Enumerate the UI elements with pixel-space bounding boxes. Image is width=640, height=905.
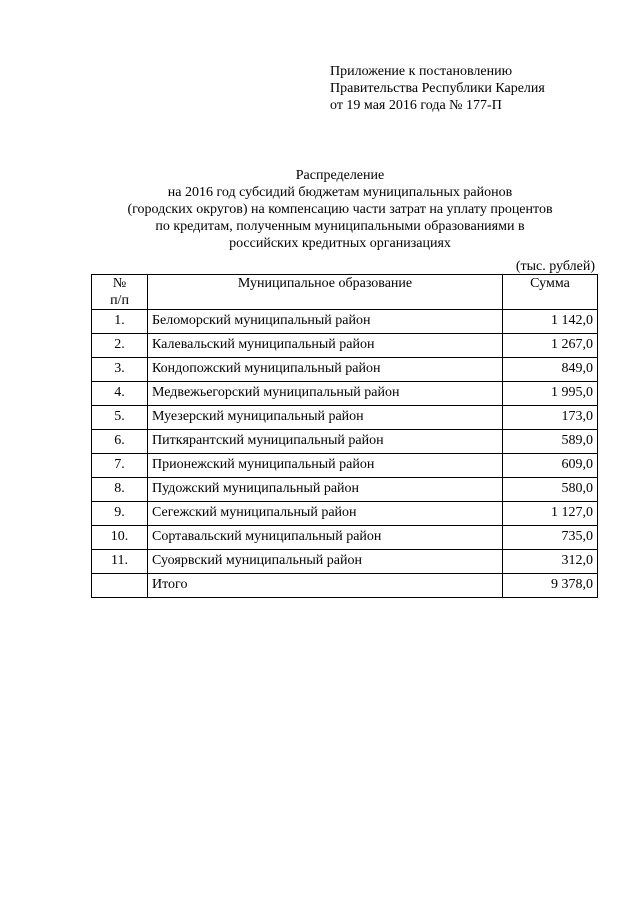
header-number (92, 275, 148, 310)
table-row (92, 382, 598, 406)
row-number: 1. (92, 310, 148, 334)
row-number: 8. (92, 478, 148, 502)
table-header-row (92, 275, 598, 310)
title-line-4: по кредитам, полученным муниципальными образованиями в (155, 219, 525, 234)
appendix-line-3: от 19 мая 2016 года № 177-П (330, 98, 502, 113)
row-municipality: Сортавальский муниципальный район (148, 526, 503, 550)
title-line-2: на 2016 год субсидий бюджетам муниципальных районов (167, 185, 513, 200)
row-municipality: Муезерский муниципальный район (148, 406, 503, 430)
units-label: (тыс. рублей) (515, 259, 595, 274)
document-title (80, 167, 600, 252)
header-number-line-2: п/п (110, 293, 129, 308)
row-number: 4. (92, 382, 148, 406)
table-row (92, 526, 598, 550)
total-row (92, 574, 598, 598)
table-row (92, 478, 598, 502)
row-number: 3. (92, 358, 148, 382)
row-sum: 1 142,0 (503, 310, 598, 334)
row-sum: 1 267,0 (503, 334, 598, 358)
row-number: 10. (92, 526, 148, 550)
row-municipality: Прионежский муниципальный район (148, 454, 503, 478)
total-number (92, 574, 148, 598)
distribution-table (91, 274, 598, 598)
row-municipality: Суоярвский муниципальный район (148, 550, 503, 574)
row-sum: 580,0 (503, 478, 598, 502)
table-row (92, 406, 598, 430)
title-line-1: Распределение (295, 168, 385, 183)
row-number: 11. (92, 550, 148, 574)
table-row (92, 550, 598, 574)
title-line-3: (городских округов) на компенсацию части затрат на уплату процентов (127, 202, 553, 217)
row-municipality: Питкярантский муниципальный район (148, 430, 503, 454)
row-sum: 173,0 (503, 406, 598, 430)
row-number: 9. (92, 502, 148, 526)
row-municipality: Калевальский муниципальный район (148, 334, 503, 358)
header-number-line-1: № (112, 276, 127, 291)
header-sum: Сумма (503, 275, 598, 310)
table-row (92, 430, 598, 454)
table-row (92, 310, 598, 334)
row-sum: 1 127,0 (503, 502, 598, 526)
row-number: 5. (92, 406, 148, 430)
table-row (92, 358, 598, 382)
row-number: 2. (92, 334, 148, 358)
row-municipality: Кондопожский муниципальный район (148, 358, 503, 382)
total-sum: 9 378,0 (503, 574, 598, 598)
row-sum: 1 995,0 (503, 382, 598, 406)
total-label: Итого (148, 574, 503, 598)
table-row (92, 334, 598, 358)
header-municipality: Муниципальное образование (148, 275, 503, 310)
row-municipality: Беломорский муниципальный район (148, 310, 503, 334)
row-sum: 735,0 (503, 526, 598, 550)
appendix-header (330, 63, 630, 114)
title-line-5: российских кредитных организациях (229, 236, 451, 251)
row-municipality: Пудожский муниципальный район (148, 478, 503, 502)
row-number: 7. (92, 454, 148, 478)
row-municipality: Медвежьегорский муниципальный район (148, 382, 503, 406)
row-sum: 849,0 (503, 358, 598, 382)
appendix-line-2: Правительства Республики Карелия (330, 81, 545, 96)
table-row (92, 454, 598, 478)
row-municipality: Сегежский муниципальный район (148, 502, 503, 526)
row-sum: 609,0 (503, 454, 598, 478)
appendix-line-1: Приложение к постановлению (330, 64, 513, 79)
row-sum: 312,0 (503, 550, 598, 574)
table-row (92, 502, 598, 526)
row-number: 6. (92, 430, 148, 454)
row-sum: 589,0 (503, 430, 598, 454)
